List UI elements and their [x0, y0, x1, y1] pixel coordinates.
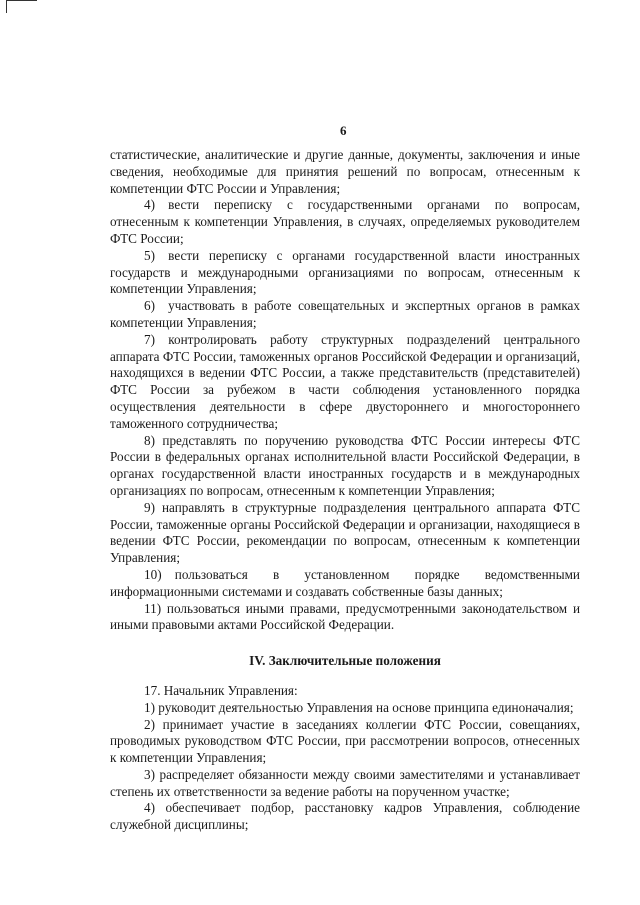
list-item-9: 9) направлять в структурные подразделения центрального аппарата ФТС России, таможенные органы Российской Федерации и организации, находящиеся в ведении ФТС России, рекомендации по вопросам, отнесенным к компетенции Управления; [110, 499, 580, 566]
list-item-11: 11) пользоваться иными правами, предусмотренными законодательством и иными правовыми актами Российской Федерации. [110, 600, 580, 633]
clause-17-item-4: 4) обеспечивает подбор, расстановку кадров Управления, соблюдение служебной дисциплины; [110, 800, 580, 833]
scan-corner-mark [6, 0, 37, 13]
clause-17-item-2: 2) принимает участие в заседаниях коллегии ФТС России, совещаниях, проводимых руководством ФТС России, при рассмотрении вопросов, отнесенных к компетенции Управления; [110, 716, 580, 766]
paragraph-continuation: статистические, аналитические и другие данные, документы, заключения и иные сведения, необходимые для принятия решений по вопросам, отнесенным к компетенции ФТС России и Управления; [110, 147, 580, 196]
section-heading: IV. Заключительные положения [249, 653, 441, 669]
clause-17-item-1: 1) руководит деятельностью Управления на основе принципа единоначалия; [144, 699, 574, 715]
document-body [110, 147, 580, 834]
list-item-5: 5) вести переписку с органами государственной власти иностранных государств и международными организациями по вопросам, отнесенным к компетенции Управления; [110, 247, 580, 297]
list-item-7: 7) контролировать работу структурных подразделений центрального аппарата ФТС России, таможенных органов Российской Федерации и организаций, находящихся в ведении ФТС России, а также представительств (представителей) ФТС России за рубежом в части соблюдения установленного порядка осуществления деятельности в сфере двустороннего и многостороннего таможенного сотрудничества; [110, 331, 580, 431]
clause-17-item-3: 3) распределяет обязанности между своими заместителями и устанавливает степень их ответственности за ведение работы на порученном участке; [110, 766, 580, 799]
list-item-10: 10) пользоваться в установленном порядке ведомственными информационными системами и создавать собственные базы данных; [110, 566, 580, 599]
list-item-8: 8) представлять по поручению руководства ФТС России интересы ФТС России в федеральных органах исполнительной власти Российской Федерации, в органах государственной власти иностранных государств и в международных организациях по вопросам, отнесенным к компетенции Управления; [110, 432, 580, 498]
clause-17: 17. Начальник Управления: [144, 682, 298, 698]
list-item-4: 4) вести переписку с государственными органами по вопросам, отнесенным к компетенции Управления, в случаях, определяемых руководителем ФТС России; [110, 197, 580, 246]
page-number: 6 [340, 123, 347, 138]
list-item-6: 6) участвовать в работе совещательных и экспертных органов в рамках компетенции Управления; [110, 298, 580, 330]
